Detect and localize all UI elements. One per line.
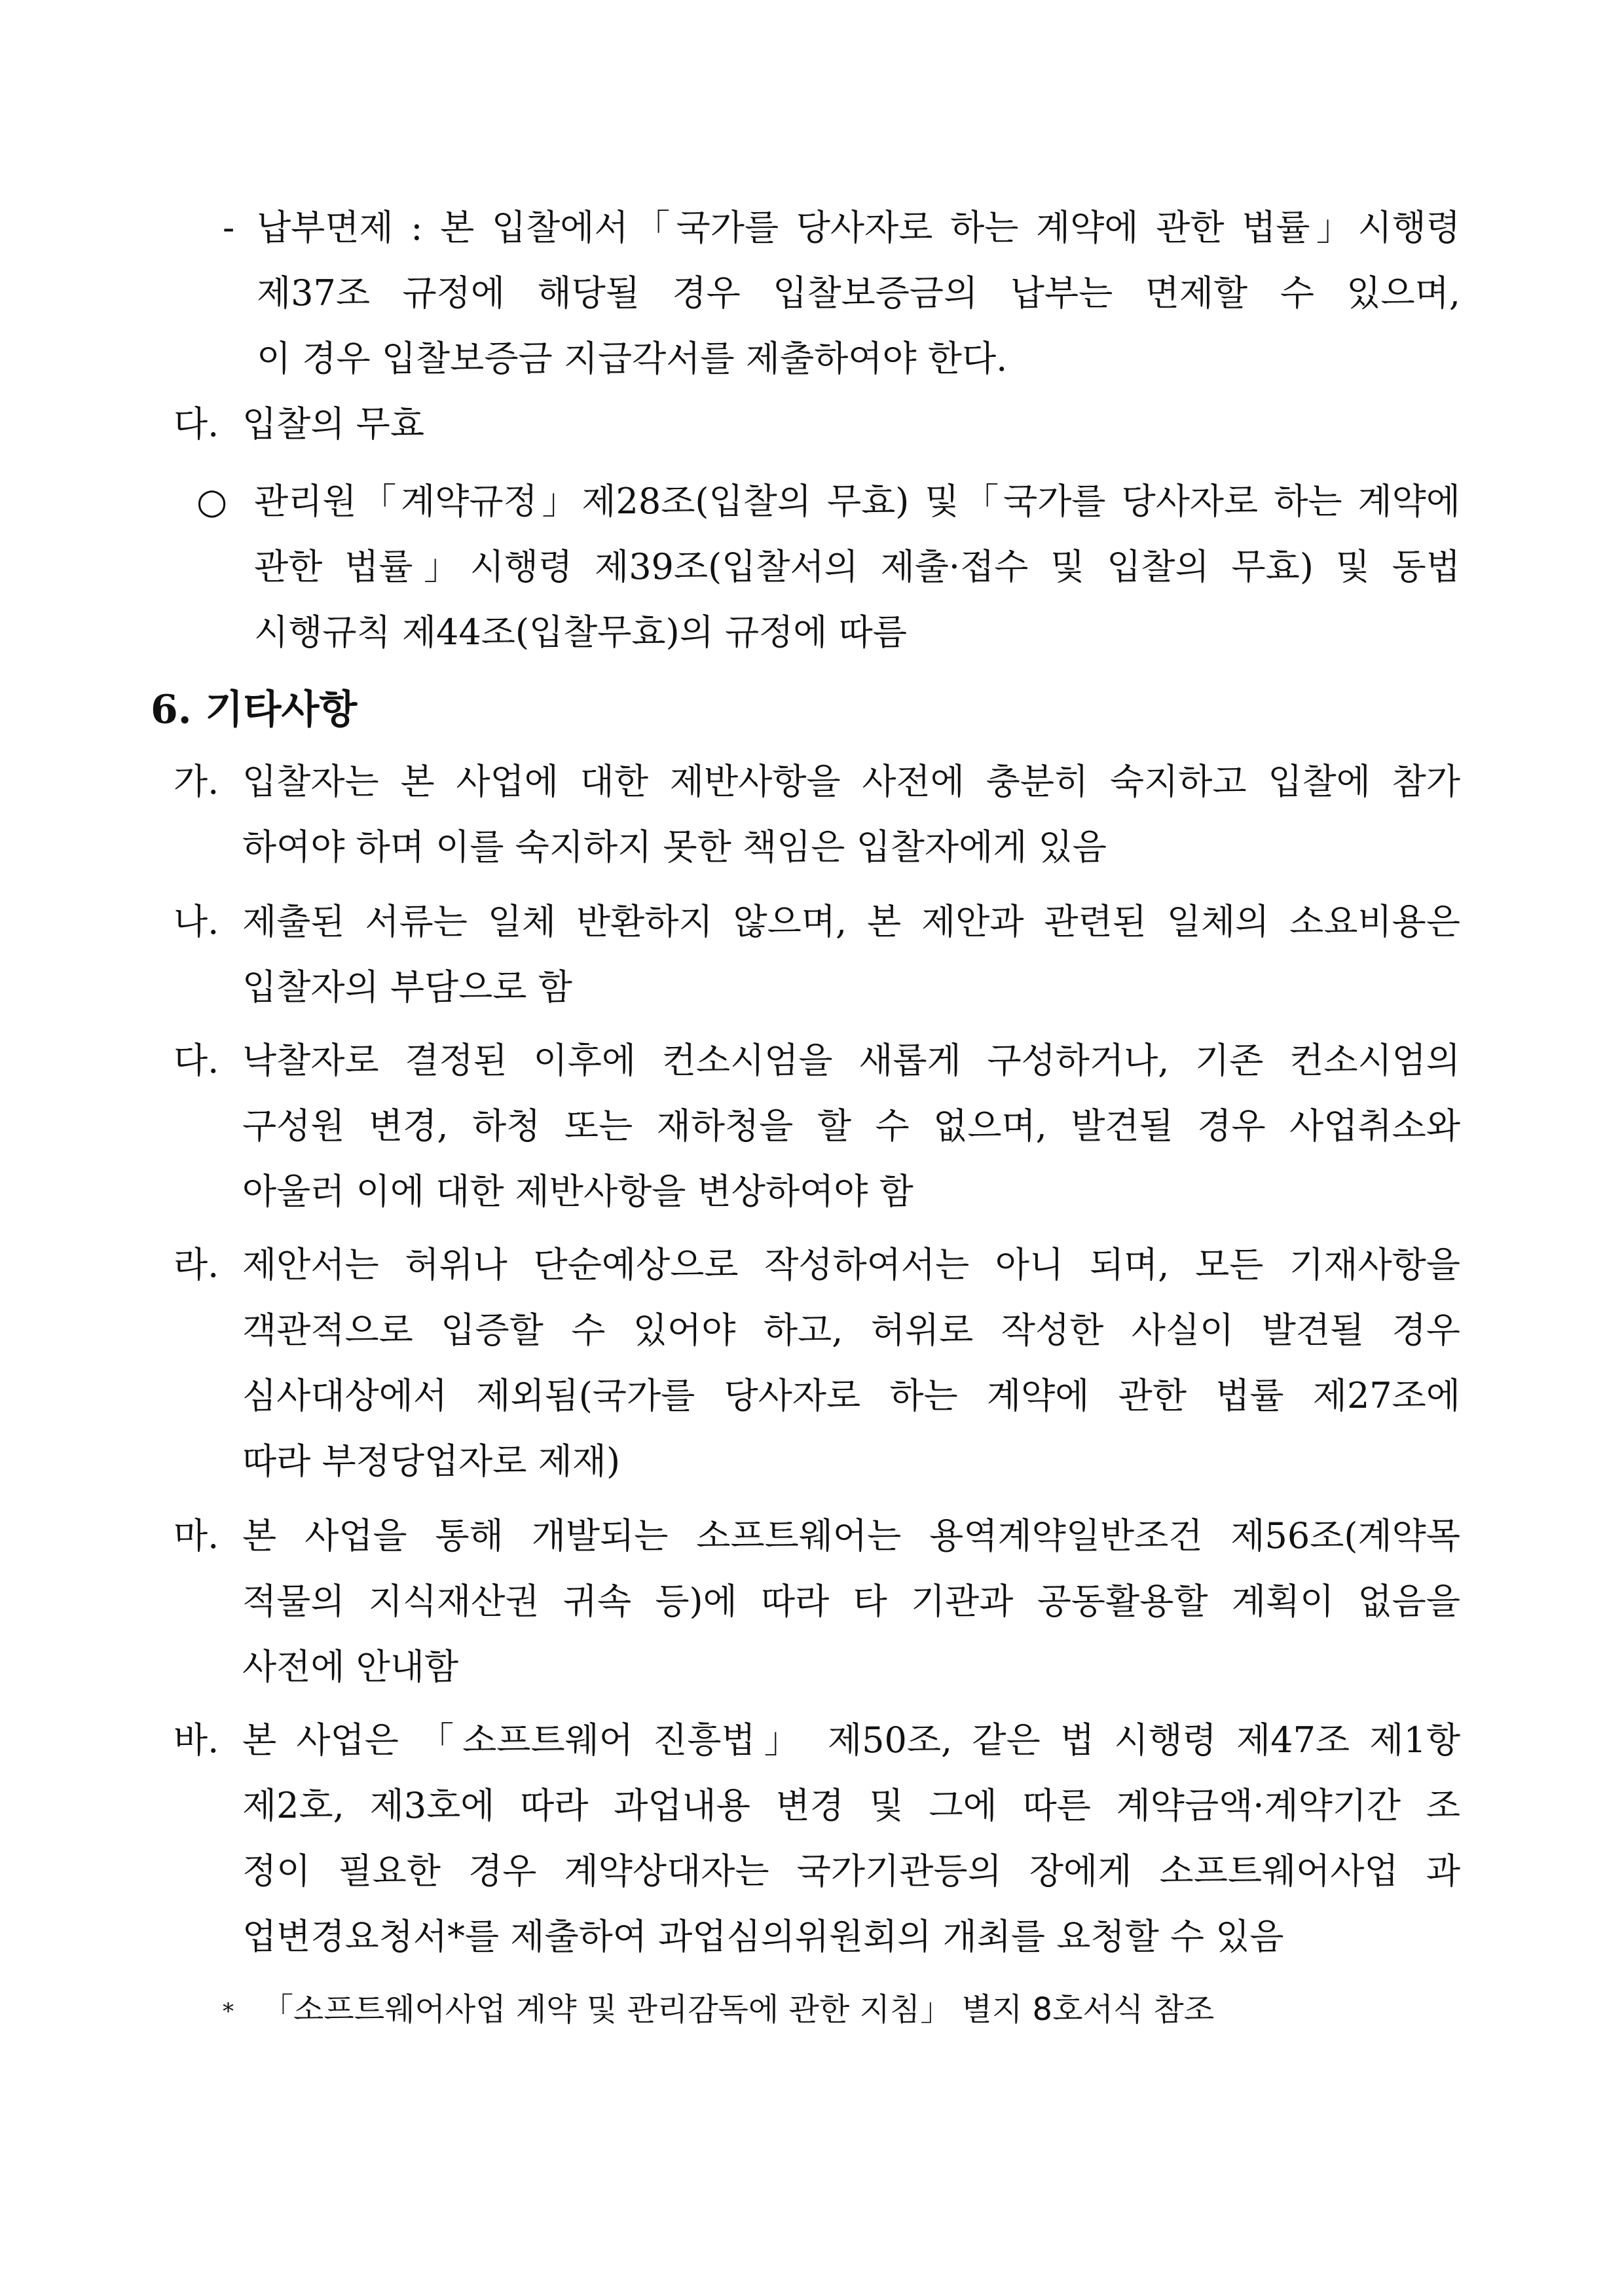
item-line: 사전에 안내함: [242, 1646, 459, 1687]
item-line: 본 사업은 「소프트웨어 진흥법」 제50조, 같은 법 시행령 제47조 제1항: [242, 1719, 1460, 1761]
item-line: 하여야 하며 이를 숙지하지 못한 책임은 입찰자에게 있음: [242, 826, 1107, 868]
item-marker: 바.: [174, 1719, 219, 1761]
item-line: 심사대상에서 제외됨(국가를 당사자로 하는 계약에 관한 법률 제27조에: [242, 1375, 1460, 1416]
item-line: 본 사업을 통해 개발되는 소프트웨어는 용역계약일반조건 제56조(계약목: [242, 1515, 1460, 1556]
item-marker: 가.: [174, 761, 219, 802]
dash-marker: -: [223, 207, 235, 248]
item-line: 구성원 변경, 하청 또는 재하청을 할 수 없으며, 발견될 경우 사업취소와: [242, 1105, 1460, 1147]
item-line: 정이 필요한 경우 계약상대자는 국가기관등의 장에게 소프트웨어사업 과: [242, 1850, 1460, 1892]
item-line: 객관적으로 입증할 수 있어야 하고, 허위로 작성한 사실이 발견될 경우: [242, 1310, 1460, 1351]
circle-bullet-icon: ○: [196, 481, 228, 522]
footnote-text: 「소프트웨어사업 계약 및 관리감독에 관한 지침」 별지 8호서식 참조: [262, 1991, 1215, 2028]
section-heading: 6. 기타사항: [151, 687, 358, 733]
item-line: 제2호, 제3호에 따라 과업내용 변경 및 그에 따른 계약금액·계약기간 조: [242, 1785, 1460, 1826]
item-marker: 나.: [174, 901, 219, 942]
item-marker: 다.: [174, 403, 219, 445]
item-line: 업변경요청서*를 제출하여 과업심의위원회의 개최를 요청할 수 있음: [242, 1916, 1284, 1957]
invalid-bid-line-1: 관리원「계약규정」제28조(입찰의 무효) 및「국가를 당사자로 하는 계약에: [254, 481, 1460, 522]
waiver-line-2: 제37조 규정에 해당될 경우 입찰보증금의 납부는 면제할 수 있으며,: [257, 272, 1460, 314]
invalid-bid-line-2: 관한 법률」시행령 제39조(입찰서의 제출·접수 및 입찰의 무효) 및 동법: [254, 546, 1460, 587]
item-line: 입찰자는 본 사업에 대한 제반사항을 사전에 충분히 숙지하고 입찰에 참가: [242, 761, 1460, 802]
item-line: 입찰자의 부담으로 함: [242, 966, 572, 1008]
item-line: 적물의 지식재산권 귀속 등)에 따라 타 기관과 공동활용할 계획이 없음을: [242, 1581, 1460, 1622]
item-line: 따라 부정당업자로 제재): [242, 1441, 621, 1482]
item-marker: 마.: [174, 1515, 219, 1556]
invalid-bid-line-3: 시행규칙 제44조(입찰무효)의 규정에 따름: [254, 612, 907, 653]
item-line: 아울러 이에 대한 제반사항을 변상하여야 함: [242, 1171, 913, 1212]
item-marker: 다.: [174, 1040, 219, 1081]
invalid-bid-title: 입찰의 무효: [242, 403, 424, 445]
item-marker: 라.: [174, 1244, 219, 1285]
asterisk-marker: *: [223, 1998, 234, 2025]
item-line: 제출된 서류는 일체 반환하지 않으며, 본 제안과 관련된 일체의 소요비용은: [242, 901, 1460, 942]
item-line: 낙찰자로 결정된 이후에 컨소시엄을 새롭게 구성하거나, 기존 컨소시엄의: [242, 1040, 1460, 1081]
waiver-line-3: 이 경우 입찰보증금 지급각서를 제출하여야 한다.: [257, 338, 1008, 379]
item-line: 제안서는 허위나 단순예상으로 작성하여서는 아니 되며, 모든 기재사항을: [242, 1244, 1460, 1285]
waiver-line-1: 납부면제 : 본 입찰에서「국가를 당사자로 하는 계약에 관한 법률」시행령: [257, 207, 1460, 248]
